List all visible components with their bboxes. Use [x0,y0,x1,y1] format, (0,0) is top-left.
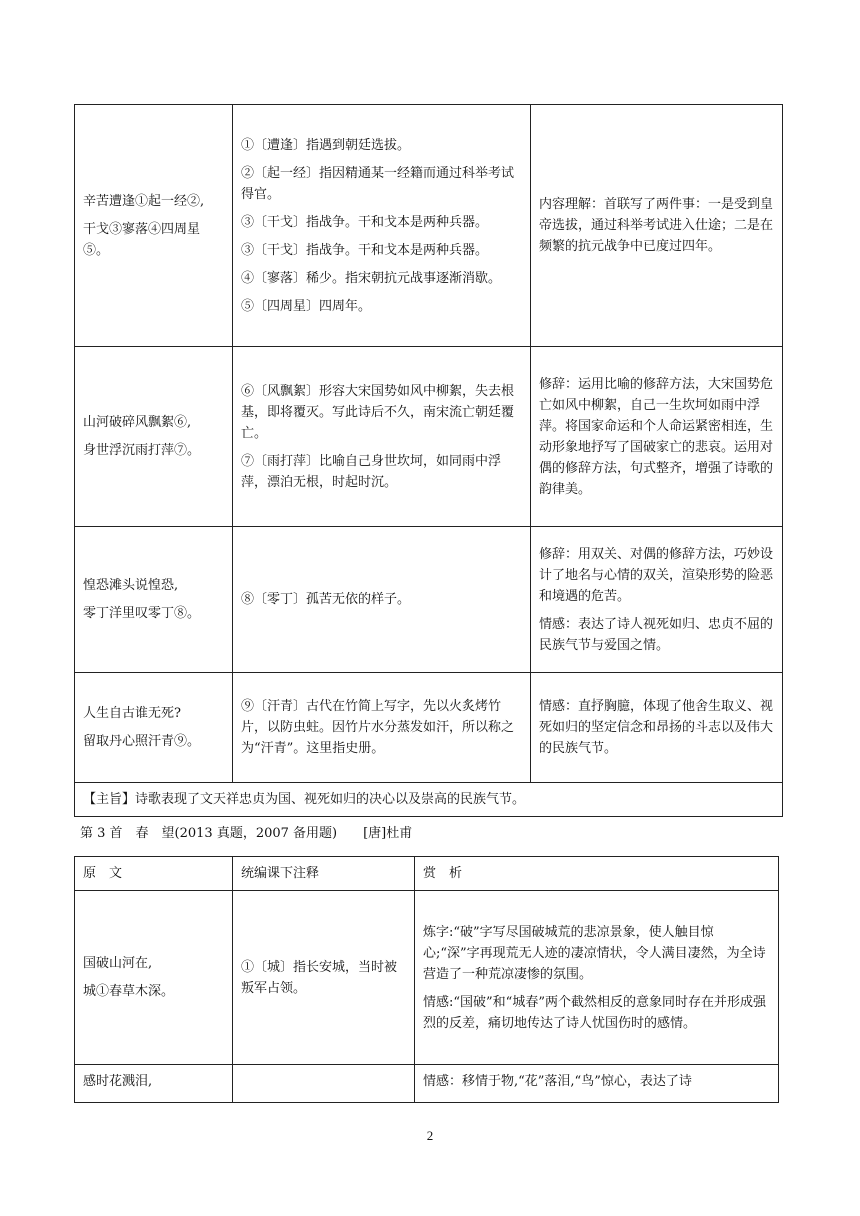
table-header-row [75,857,779,891]
table-row [75,891,779,1065]
analysis-item: 情感：直抒胸臆，体现了他舍生取义、视死如归的坚定信念和昂扬的斗志以及伟大的民族气节。 [539,699,774,756]
analysis-item: 修辞：运用比喻的修辞方法，大宋国势危亡如风中柳絮，自己一生坎坷如雨中浮萍。将国家命运和个人命运紧密相连，生动形象地抒写了国破家亡的悲哀。运用对偶的修辞方法，句式整齐，增强了诗歌的韵律美。 [539,376,774,497]
original-line: 身世浮沉雨打萍⑦。 [83,443,201,458]
original-text-cell [75,527,233,673]
analysis-item: 内容理解：首联写了两件事：一是受到皇帝选拔，通过科举考试进入仕途；二是在频繁的抗元战争中已度过四年。 [539,197,774,254]
original-text-cell [75,105,233,347]
analysis-cell [531,105,783,347]
notes-cell [233,527,531,673]
note-item: ③〔干戈〕指战争。干和戈本是两种兵器。 [241,214,489,230]
summary-cell: 【主旨】诗歌表现了文天祥忠贞为国、视死如归的决心以及崇高的民族气节。 [75,783,783,817]
original-text-cell [75,1065,233,1103]
table-row [75,673,783,783]
original-text-cell [75,673,233,783]
analysis-cell [531,347,783,527]
original-text-cell [75,891,233,1065]
summary-row [75,783,783,817]
column-header: 赏 析 [415,857,779,891]
original-text-cell [75,347,233,527]
original-line: 留取丹心照汗青⑨。 [83,734,201,749]
note-item: ①〔遭逢〕指遇到朝廷选拔。 [241,137,411,153]
analysis-item: 修辞：用双关、对偶的修辞方法，巧妙设计了地名与心情的双关，渲染形势的险恶和境遇的危苦。 [539,546,774,604]
original-line: 山河破碎风飘絮⑥, [83,415,192,430]
notes-cell [233,891,415,1065]
analysis-cell [531,527,783,673]
note-item: ⑦〔雨打萍〕比喻自己身世坎坷，如同雨中浮萍，漂泊无根，时起时沉。 [241,453,502,490]
page-number: 2 [426,1128,434,1143]
table-row [75,105,783,347]
original-line: 城①春草木深。 [83,984,175,999]
original-line: 零丁洋里叹零丁⑧。 [83,606,201,621]
original-line: 辛苦遭逢①起一经②, [83,193,205,209]
column-header: 原 文 [75,857,233,891]
notes-cell [233,1065,415,1103]
analysis-item: 情感：表达了诗人视死如归、忠贞不屈的民族气节与爱国之情。 [539,616,774,653]
analysis-cell [531,673,783,783]
note-item: ⑥〔风飘絮〕形容大宋国势如风中柳絮，失去根基，即将覆灭。写此诗后不久，南宋流亡朝廷覆亡。 [241,383,515,441]
original-line: 感时花溅泪, [83,1074,153,1089]
original-line: 干戈③寥落④四周星⑤。 [83,221,201,258]
original-line: 惶恐滩头说惶恐, [83,578,179,593]
notes-cell [233,105,531,347]
section-title: 第 3 首 春 望(2013 真题，2007 备用题) [唐]杜甫 [80,826,413,841]
poem-table-1 [74,104,783,817]
analysis-item: 情感:“国破”和“城春”两个截然相反的意象同时存在并形成强烈的反差，痛切地传达了诗人忧国伤时的感情。 [423,994,766,1031]
original-line: 人生自古谁无死? [83,706,181,721]
note-item: ③〔干戈〕指战争。干和戈本是两种兵器。 [241,242,489,258]
poem-table-2 [74,856,779,1103]
notes-cell [233,347,531,527]
note-item: ⑤〔四周星〕四周年。 [241,298,372,314]
column-header: 统编课下注释 [233,857,415,891]
table-row [75,347,783,527]
analysis-item: 情感：移情于物,“花”落泪,“鸟”惊心，表达了诗 [423,1074,692,1089]
note-item: ⑧〔零丁〕孤苦无依的样子。 [241,592,411,607]
note-item: ⑨〔汗青〕古代在竹简上写字，先以火炙烤竹片，以防虫蛀。因竹片水分蒸发如汗，所以称之为“汗青”。这里指史册。 [241,699,515,756]
analysis-cell [415,891,779,1065]
original-line: 国破山河在, [83,956,153,971]
note-item: ②〔起一经〕指因精通某一经籍而通过科举考试得官。 [241,165,515,202]
note-item: ④〔寥落〕稀少。指宋朝抗元战事逐渐消歇。 [241,270,502,286]
note-item: ①〔城〕指长安城，当时被叛军占领。 [241,959,398,996]
analysis-item: 炼字:“破”字写尽国破城荒的悲凉景象，使人触目惊心;“深”字再现荒无人迹的凄凉情状，令人满目凄然，为全诗营造了一种荒凉凄惨的氛围。 [423,924,766,982]
notes-cell [233,673,531,783]
table-row [75,1065,779,1103]
analysis-cell [415,1065,779,1103]
table-row [75,527,783,673]
